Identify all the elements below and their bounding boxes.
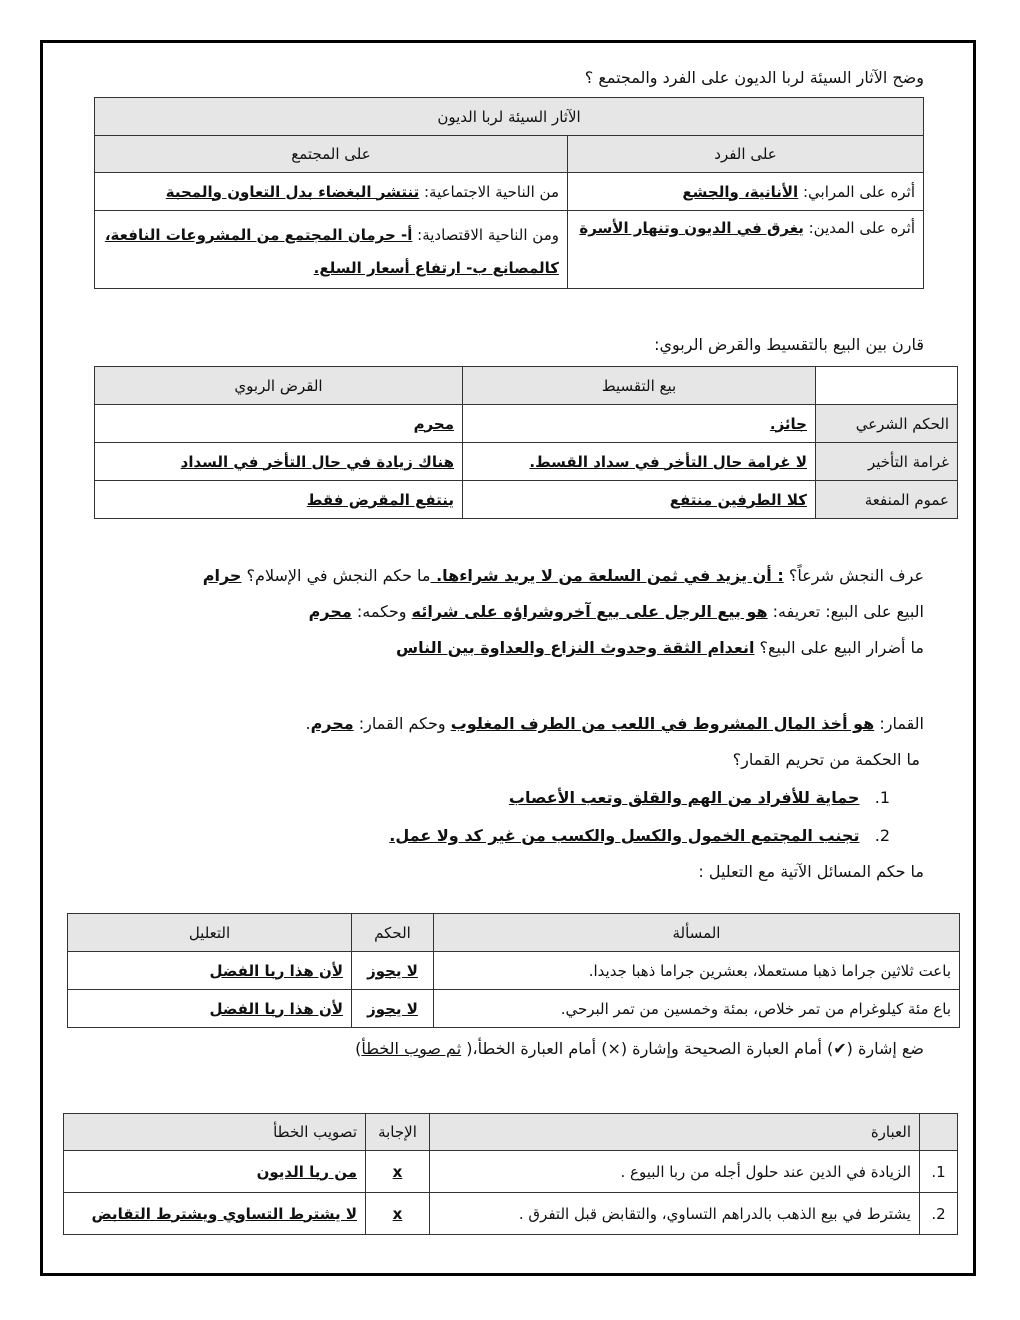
correction-2: لا يشترط التساوي ويشترط التقابض bbox=[64, 1193, 366, 1235]
effects-table-title: الآثار السيئة لربا الديون bbox=[95, 98, 924, 136]
col-installment: بيع التقسيط bbox=[463, 367, 816, 405]
najash-line: عرف النجش شرعاً؟ : أن يزيد في ثمن السلعة من لا يريد شراءها. ما حكم النجش في الإسلام؟ حرام bbox=[202, 566, 924, 585]
row-label-ruling: الحكم الشرعي bbox=[816, 405, 958, 443]
true-false-instruction: ضع إشارة (✔) أمام العبارة الصحيحة وإشارة (×) أمام العبارة الخطأ،( ثم صوب الخطأ) bbox=[355, 1039, 924, 1058]
col-rule: الحكم bbox=[352, 914, 434, 952]
true-false-table bbox=[63, 1113, 958, 1235]
statement-1: الزيادة في الدين عند حلول أجله من ربا البيوع . bbox=[430, 1151, 920, 1193]
wisdom-item-2: 2. تجنب المجتمع الخمول والكسل والكسب من غير كد ولا عمل. bbox=[389, 826, 890, 845]
col-issue: المسألة bbox=[434, 914, 960, 952]
installment-benefit: كلا الطرفين منتفع bbox=[463, 481, 816, 519]
check-icon: ✔ bbox=[833, 1039, 847, 1058]
question-effects: وضح الآثار السيئة لربا الديون على الفرد والمجتمع ؟ bbox=[584, 68, 924, 87]
issues-table bbox=[67, 913, 960, 1028]
wisdom-question: ما الحكمة من تحريم القمار؟ bbox=[732, 750, 920, 769]
issue-2: باع مئة كيلوغرام من تمر خلاص، بمئة وخمسين من تمر البرحي. bbox=[434, 990, 960, 1028]
effects-table bbox=[94, 97, 924, 289]
rule-1: لا يجوز bbox=[352, 952, 434, 990]
col-loan: القرض الربوي bbox=[95, 367, 463, 405]
correction-1: من ربا الديون bbox=[64, 1151, 366, 1193]
issue-1: باعت ثلاثين جراما ذهبا مستعملا، بعشرين جراما ذهبا جديدا. bbox=[434, 952, 960, 990]
effect-individual-2: أثره على المدين: يغرق في الديون وتنهار الأسرة bbox=[568, 211, 924, 289]
installment-penalty: لا غرامة حال التأخر في سداد القسط. bbox=[463, 443, 816, 481]
compare-table bbox=[94, 366, 958, 519]
loan-penalty: هناك زيادة في حال التأخر في السداد bbox=[95, 443, 463, 481]
col-correction: تصويب الخطأ bbox=[64, 1114, 366, 1151]
question-compare: قارن بين البيع بالتقسيط والقرض الربوي: bbox=[654, 335, 924, 354]
loan-ruling: محرم bbox=[95, 405, 463, 443]
effect-society-2: ومن الناحية الاقتصادية: أ- حرمان المجتمع من المشروعات النافعة، كالمصانع ب- ارتفاع أسعار السلع. bbox=[95, 211, 568, 289]
loan-benefit: ينتفع المقرض فقط bbox=[95, 481, 463, 519]
answer-2: x bbox=[366, 1193, 430, 1235]
harm-line: ما أضرار البيع على البيع؟ انعدام الثقة وحدوث النزاع والعداوة بين الناس bbox=[396, 638, 924, 657]
col-reason: التعليل bbox=[68, 914, 352, 952]
statement-num-2: 2. bbox=[920, 1193, 958, 1235]
issues-question: ما حكم المسائل الآتية مع التعليل : bbox=[698, 862, 924, 881]
effect-society-1: من الناحية الاجتماعية: تنتشر البغضاء بدل التعاون والمحبة bbox=[95, 173, 568, 211]
gambling-line: القمار: هو أخذ المال المشروط في اللعب من الطرف المغلوب وحكم القمار: محرم. bbox=[305, 714, 924, 733]
installment-ruling: جائز. bbox=[463, 405, 816, 443]
col-answer: الإجابة bbox=[366, 1114, 430, 1151]
col-statement: العبارة bbox=[430, 1114, 920, 1151]
col-individual: على الفرد bbox=[568, 136, 924, 173]
col-society: على المجتمع bbox=[95, 136, 568, 173]
statement-num-1: 1. bbox=[920, 1151, 958, 1193]
wisdom-item-1: 1. حماية للأفراد من الهم والقلق وتعب الأعصاب bbox=[508, 788, 890, 807]
row-label-penalty: غرامة التأخير bbox=[816, 443, 958, 481]
statement-2: يشترط في بيع الذهب بالدراهم التساوي، والتقابض قبل التفرق . bbox=[430, 1193, 920, 1235]
row-label-benefit: عموم المنفعة bbox=[816, 481, 958, 519]
tf-corner bbox=[920, 1114, 958, 1151]
reason-1: لأن هذا ربا الفضل bbox=[68, 952, 352, 990]
reason-2: لأن هذا ربا الفضل bbox=[68, 990, 352, 1028]
bay-ala-bay-line: البيع على البيع: تعريفه: هو بيع الرجل على بيع آخروشراؤه على شرائه وحكمه: محرم bbox=[308, 602, 924, 621]
rule-2: لا يجوز bbox=[352, 990, 434, 1028]
answer-1: x bbox=[366, 1151, 430, 1193]
effect-individual-1: أثره على المرابي: الأنانية، والجشع bbox=[568, 173, 924, 211]
compare-corner bbox=[816, 367, 958, 405]
